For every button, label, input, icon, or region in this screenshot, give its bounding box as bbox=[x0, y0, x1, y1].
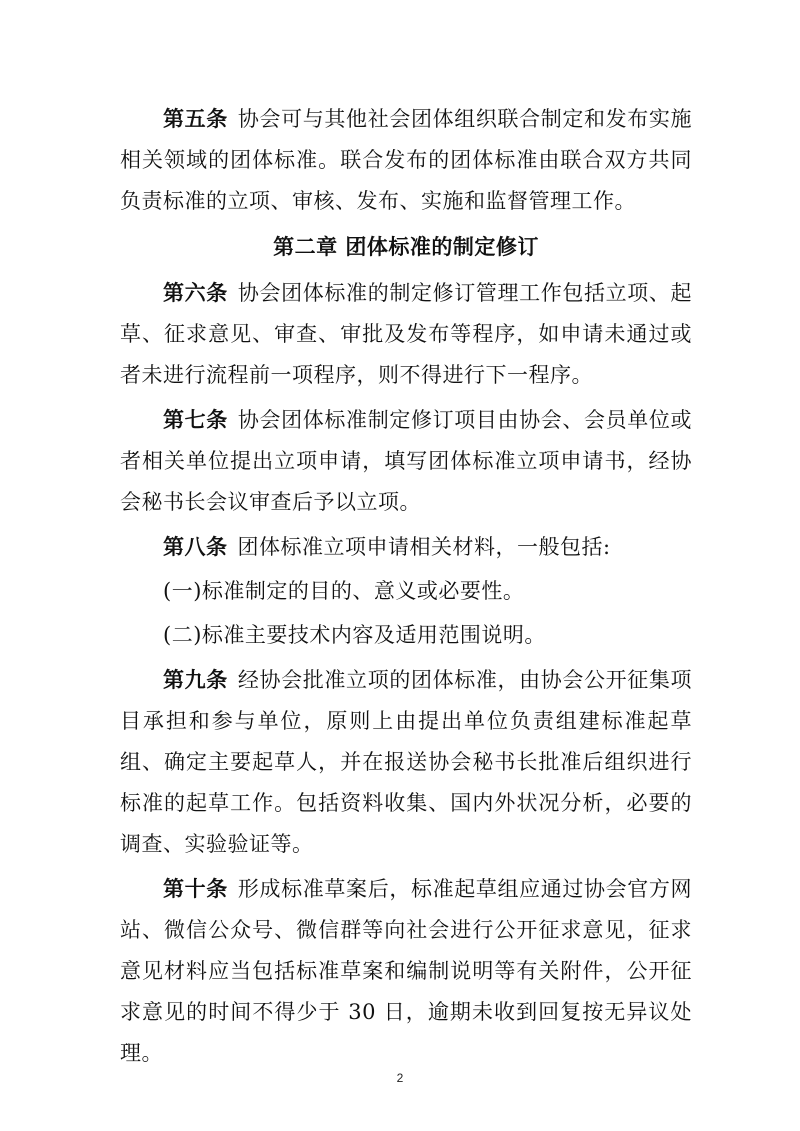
article-heading: 第九条 bbox=[163, 667, 228, 692]
chapter-heading: 第二章 团体标准的制定修订 bbox=[273, 234, 539, 259]
article-text: 协会团体标准的制定修订管理工作包括立项、起草、征求意见、审查、审批及发布等程序，如申请未通过或者未进行流程前一项程序，则不得进行下一程序。 bbox=[120, 281, 693, 387]
article-heading: 第八条 bbox=[163, 534, 228, 559]
article-7 bbox=[120, 399, 692, 523]
article-heading: 第六条 bbox=[163, 280, 228, 305]
article-text: 协会团体标准制定修订项目由协会、会员单位或者相关单位提出立项申请，填写团体标准立项申请书，经协会秘书长会议审查后予以立项。 bbox=[120, 408, 693, 514]
article-6 bbox=[120, 272, 692, 396]
article-9 bbox=[120, 659, 692, 865]
list-item-2: (二)标准主要技术内容及适用范围说明。 bbox=[163, 623, 546, 647]
article-5 bbox=[120, 98, 692, 222]
article-8 bbox=[120, 526, 692, 568]
article-text: 协会可与其他社会团体组织联合制定和发布实施相关领域的团体标准。联合发布的团体标准由联合双方共同负责标准的立项、审核、发布、实施和监督管理工作。 bbox=[120, 107, 693, 213]
article-10 bbox=[120, 868, 692, 1074]
list-item-1: (一)标准制定的目的、意义或必要性。 bbox=[163, 579, 525, 603]
article-heading: 第十条 bbox=[163, 876, 228, 901]
article-heading: 第五条 bbox=[163, 106, 228, 131]
document-body bbox=[120, 98, 692, 1074]
article-heading: 第七条 bbox=[163, 407, 228, 432]
article-text: 经协会批准立项的团体标准，由协会公开征集项目承担和参与单位，原则上由提出单位负责组建标准起草组、确定主要起草人，并在报送协会秘书长批准后组织进行标准的起草工作。包括资料收集、国内外状况分析，必要的调查、实验验证等。 bbox=[120, 668, 693, 856]
page-number: 2 bbox=[396, 1071, 404, 1085]
article-text: 团体标准立项申请相关材料，一般包括: bbox=[237, 535, 611, 559]
article-text: 形成标准草案后，标准起草组应通过协会官方网站、微信公众号、微信群等向社会进行公开征求意见，征求意见材料应当包括标准草案和编制说明等有关附件，公开征求意见的时间不得少于 30 日，逾期未收到回复按无异议处理。 bbox=[120, 877, 693, 1065]
